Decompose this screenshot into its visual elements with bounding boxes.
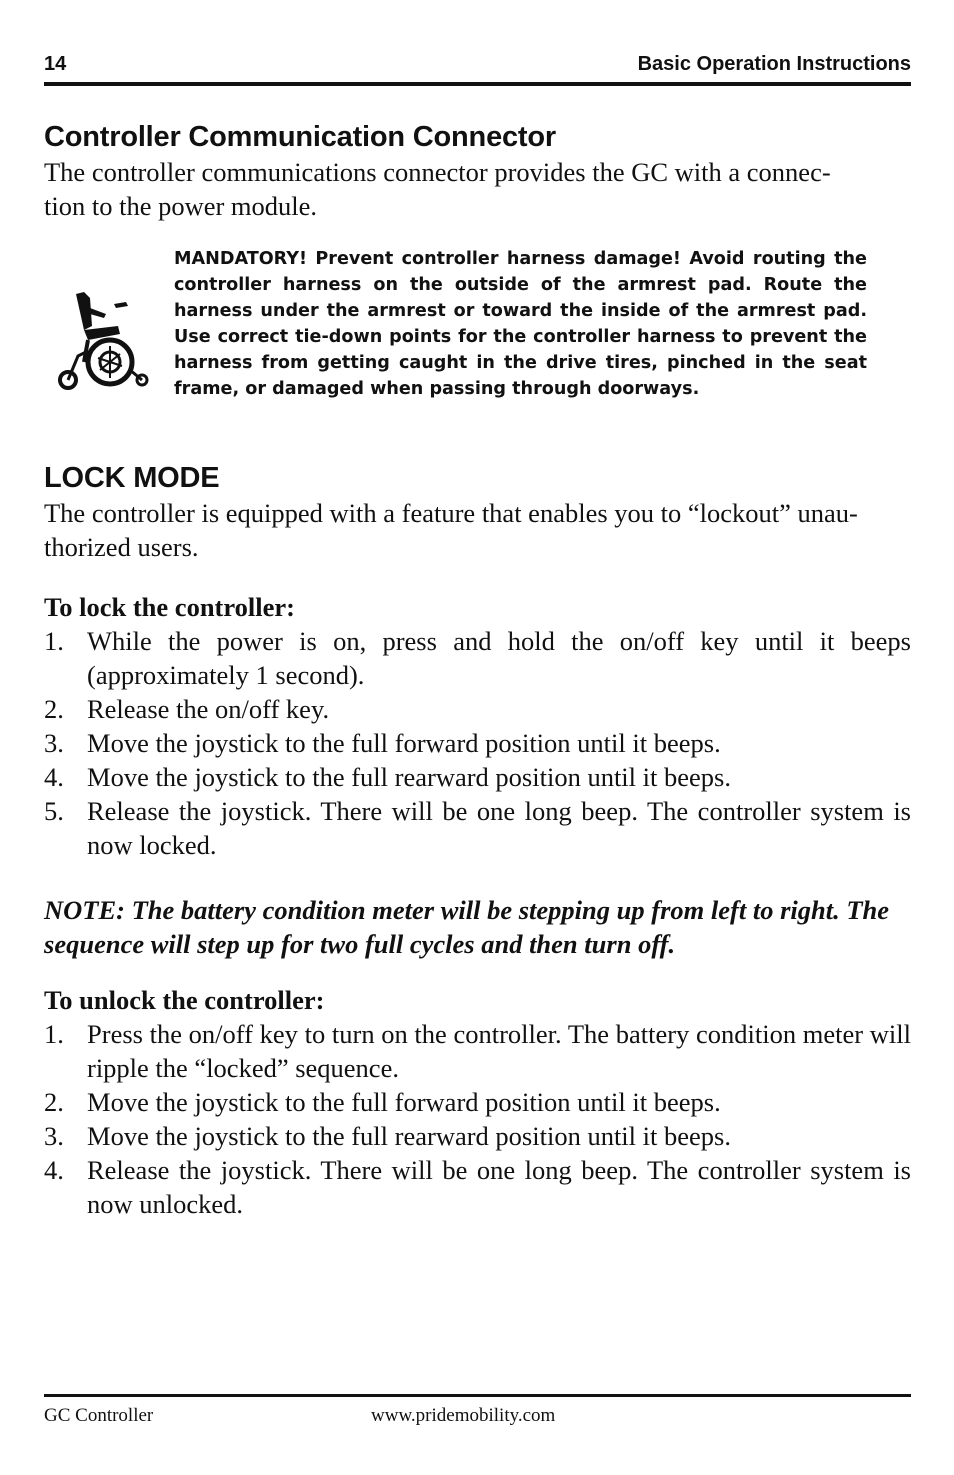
mandatory-warning: MANDATORY! Prevent controller harness damage! Avoid routing the controller harness on the outside of the armrest pad. Route the harness under the armrest or toward the inside of the armrest pad. Use correct tie-down points for the controller harness to prevent the harness from getting caught in the drive tires, pinched in the seat frame, or damaged when passing through doorways. bbox=[174, 249, 867, 399]
footer-product-name: GC Controller bbox=[44, 1405, 154, 1426]
list-item: 3. Move the joystick to the full forward position until it beeps. bbox=[44, 728, 721, 758]
manual-page bbox=[44, 0, 911, 1475]
power-wheelchair-icon bbox=[54, 286, 164, 390]
unlock-steps-list bbox=[44, 1017, 911, 1221]
lock-steps-list bbox=[44, 624, 911, 862]
list-item: 4. Move the joystick to the full rearward position until it beeps. bbox=[44, 762, 731, 792]
header-rule bbox=[44, 82, 911, 86]
section-heading-lock-mode: LOCK MODE bbox=[44, 462, 220, 494]
lock-steps-title: To lock the controller: bbox=[44, 592, 295, 622]
header-title: Basic Operation Instructions bbox=[637, 53, 911, 75]
unlock-steps-title: To unlock the controller: bbox=[44, 985, 325, 1015]
list-item: 4. Release the joystick. There will be one long beep. The controller system is now unlocked. bbox=[44, 1155, 911, 1219]
list-item: 1. Press the on/off key to turn on the controller. The battery condition meter will ripple the “locked” sequence. bbox=[44, 1019, 911, 1083]
page-header bbox=[44, 53, 911, 81]
connector-description: The controller communications connector provides the GC with a connec- tion to the power module. bbox=[44, 157, 831, 221]
list-item: 3. Move the joystick to the full rearward position until it beeps. bbox=[44, 1121, 731, 1151]
lock-mode-description: The controller is equipped with a feature that enables you to “lockout” unau- thorized users. bbox=[44, 498, 858, 562]
battery-meter-note: NOTE: The battery condition meter will be stepping up from left to right. The sequence will step up for two full cycles and then turn off. bbox=[44, 895, 890, 959]
page-number: 14 bbox=[44, 53, 67, 75]
footer-website: www.pridemobility.com bbox=[371, 1405, 556, 1426]
list-item: 2. Release the on/off key. bbox=[44, 694, 330, 724]
footer-rule bbox=[44, 1394, 911, 1397]
list-item: 5. Release the joystick. There will be one long beep. The controller system is now locked. bbox=[44, 796, 911, 860]
list-item: 1. While the power is on, press and hold the on/off key until it beeps (approximately 1 second). bbox=[44, 626, 911, 690]
list-item: 2. Move the joystick to the full forward position until it beeps. bbox=[44, 1087, 721, 1117]
section-heading-connector: Controller Communication Connector bbox=[44, 121, 556, 153]
